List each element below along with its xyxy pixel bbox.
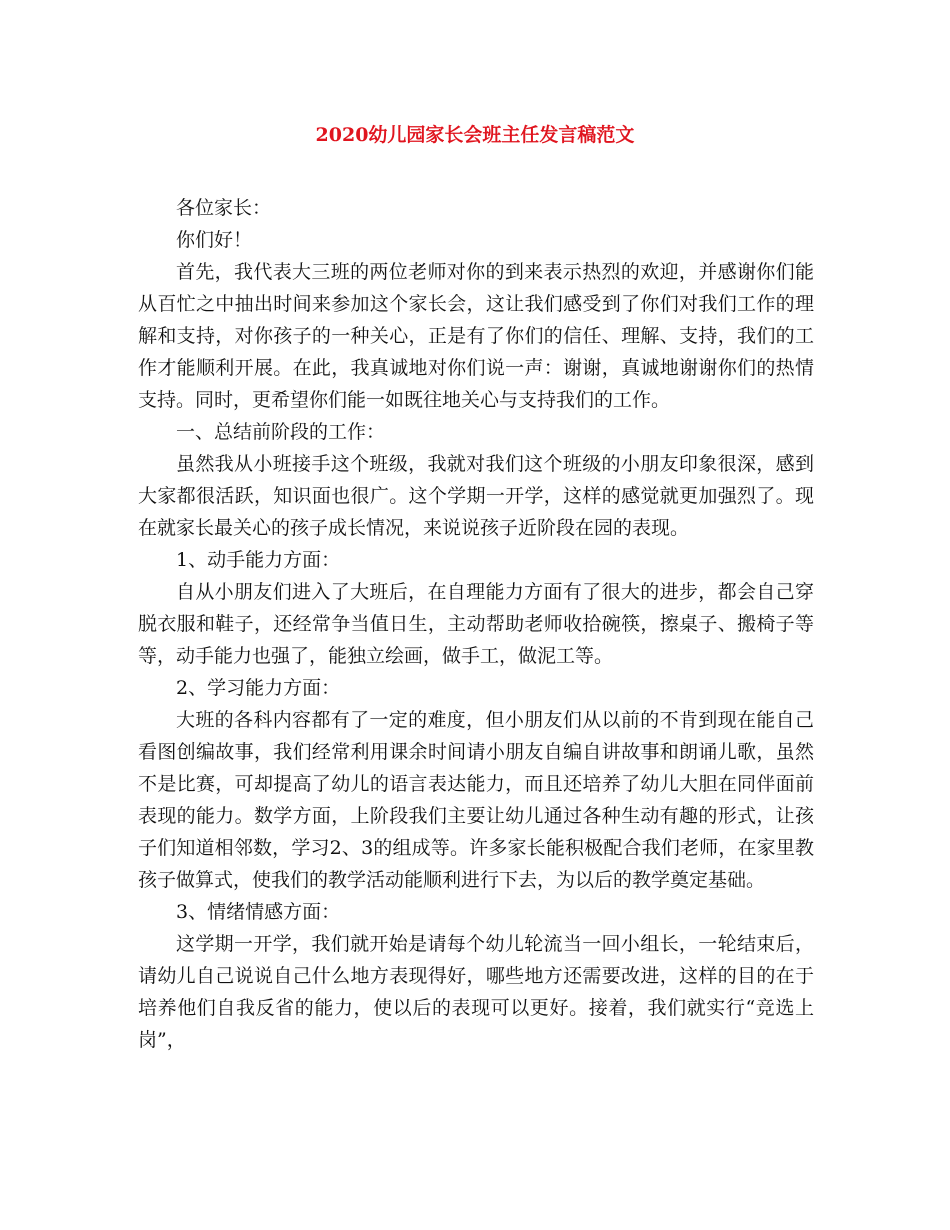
document-body (138, 192, 814, 1056)
section-heading: 一、总结前阶段的工作： (176, 421, 386, 443)
subsection-heading: 2、学习能力方面： (176, 677, 341, 699)
body-paragraph: 大班的各科内容都有了一定的难度，但小朋友们从以前的不肯到现在能自己看图创编故事，我们经常利用课余时间请小朋友自编自讲故事和朗诵儿歌，虽然不是比赛，可却提高了幼儿的语言表达能力，而且还培养了幼儿大胆在同伴面前表现的能力。数学方面，上阶段我们主要让幼儿通过各种生动有趣的形式，让孩子们知道相邻数，学习2、3的组成等。许多家长能积极配合我们老师，在家里教孩子做算式，使我们的教学活动能顺利进行下去，为以后的教学奠定基础。 (138, 709, 814, 891)
subsection-heading: 3、情绪情感方面： (176, 901, 341, 923)
body-paragraph: 自从小朋友们进入了大班后，在自理能力方面有了很大的进步，都会自己穿脱衣服和鞋子，还经常争当值日生，主动帮助老师收拾碗筷，擦桌子、搬椅子等等，动手能力也强了，能独立绘画，做手工，做泥工等。 (138, 581, 814, 667)
body-paragraph: 虽然我从小班接手这个班级，我就对我们这个班级的小朋友印象很深，感到大家都很活跃，知识面也很广。这个学期一开学，这样的感觉就更加强烈了。现在就家长最关心的孩子成长情况，来说说孩子近阶段在园的表现。 (138, 453, 814, 539)
document-title: 2020幼儿园家长会班主任发言稿范文 (315, 124, 635, 146)
subsection-heading: 1、动手能力方面： (176, 549, 341, 571)
intro-paragraph: 首先，我代表大三班的两位老师对你的到来表示热烈的欢迎，并感谢你们能从百忙之中抽出时间来参加这个家长会，这让我们感受到了你们对我们工作的理解和支持，对你孩子的一种关心，正是有了你们的信任、理解、支持，我们的工作才能顺利开展。在此，我真诚地对你们说一声：谢谢，真诚地谢谢你们的热情支持。同时，更希望你们能一如既往地关心与支持我们的工作。 (138, 261, 814, 411)
body-paragraph: 这学期一开学，我们就开始是请每个幼儿轮流当一回小组长，一轮结束后，请幼儿自己说说自己什么地方表现得好，哪些地方还需要改进，这样的目的在于培养他们自我反省的能力，使以后的表现可以更好。接着，我们就实行“竞选上岗”， (138, 933, 814, 1051)
salutation-paragraph: 你们好！ (176, 229, 253, 251)
greeting-paragraph: 各位家长： (176, 197, 272, 219)
